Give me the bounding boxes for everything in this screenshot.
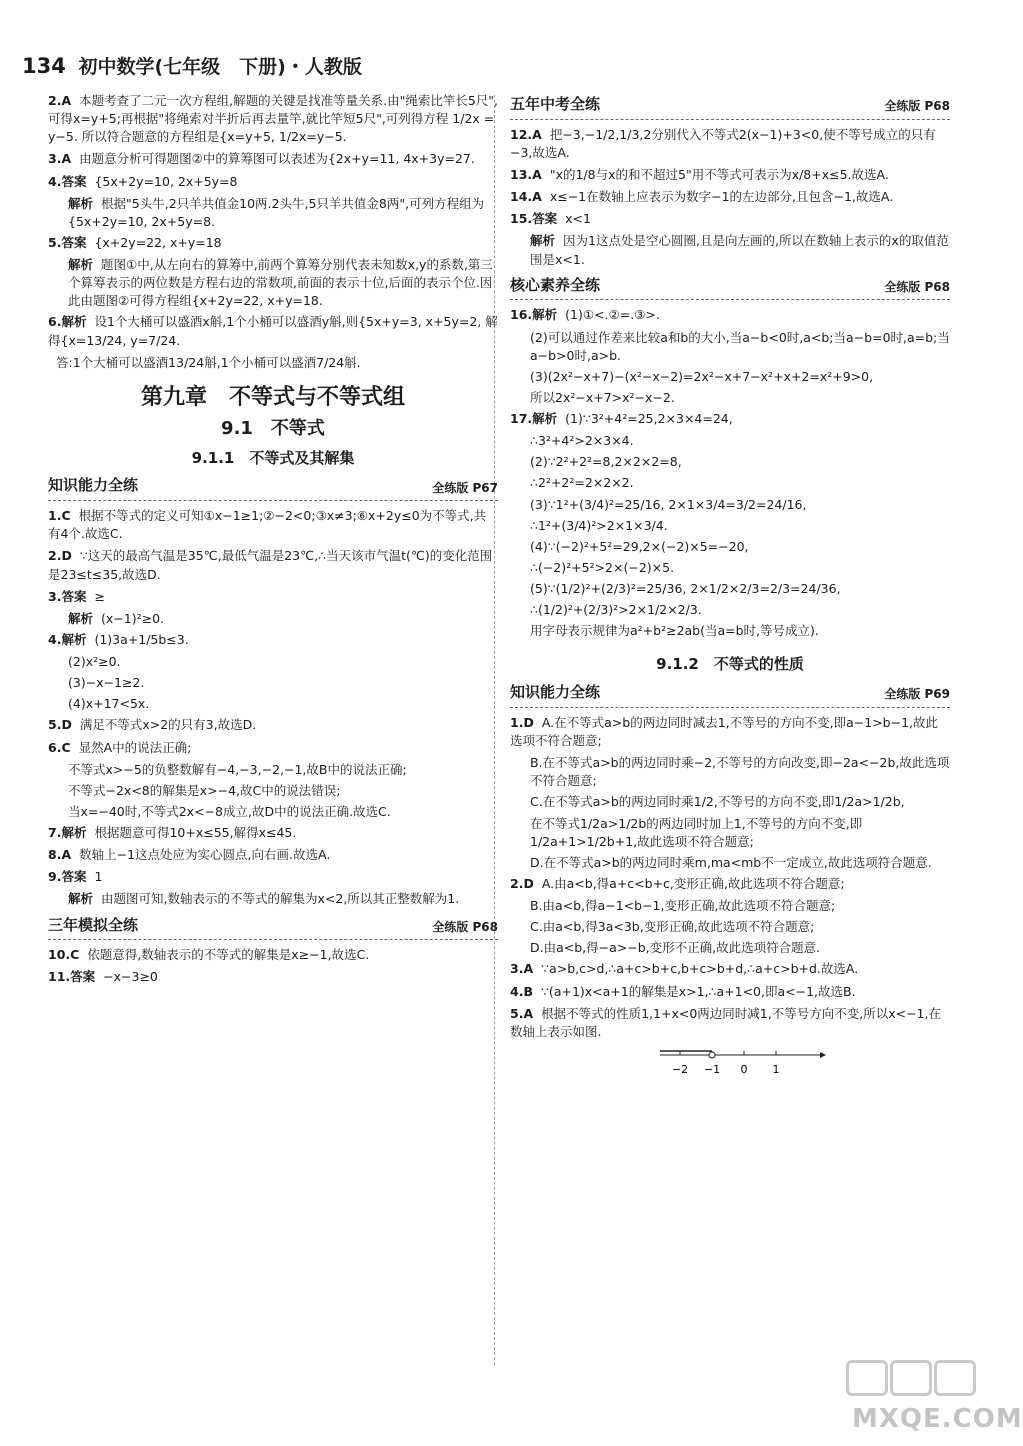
number-line (650, 1045, 830, 1079)
watermark-logo (934, 1360, 976, 1396)
answer-item: 16.解析 (1)①<.②=.③>. (510, 307, 660, 323)
answer-item: 5.A 根据不等式的性质1,1+x<0两边同时减1,不等号方向不变,所以x<−1,在数轴上表示如图. (510, 1005, 941, 1039)
answer-item: 4.解析 (1)3a+1/5b≤3. (48, 631, 189, 647)
open-point (709, 1052, 715, 1058)
answer-item: 10.C 依题意得,数轴表示的不等式的解集是x≥−1,故选C. (48, 947, 370, 963)
answer-item: 1.D A.在不等式a>b的两边同时减去1,不等号的方向不变,即a−1>b−1,故此选项不符合题意; (510, 714, 938, 748)
answer-item: ∴3²+4²>2×3×4. (530, 433, 634, 449)
section-header-title: 五年中考全练 (510, 95, 601, 113)
section-header (510, 275, 950, 301)
book-title: 初中数学(七年级 下册)・人教版 (78, 56, 362, 78)
section-header (48, 475, 498, 501)
answer-item: C.由a<b,得3a<3b,变形正确,故此选项不符合题意; (530, 919, 815, 935)
section-header-ref: 全练版 P68 (432, 919, 498, 934)
answer-item: (3)(2x²−x+7)−(x²−x−2)=2x²−x+7−x²+x+2=x²+9>0, (530, 368, 874, 384)
answer-item: 解析 由题图可知,数轴表示的不等式的解集为x<2,所以其正整数解为1. (68, 891, 460, 907)
answer-item: C.在不等式a>b的两边同时乘1/2,不等号的方向不变,即1/2a>1/2b, (530, 794, 905, 810)
section-header-title: 知识能力全练 (48, 476, 139, 495)
watermark-logo (890, 1360, 932, 1396)
answer-item: ∴(1/2)²+(2/3)²>2×1/2×2/3. (530, 602, 702, 618)
answer-item: 解析 根据"5头牛,2只羊共值金10两.2头牛,5只羊共值金8两",可列方程组为{5x+2y=10, 2x+5y=8. (68, 195, 485, 229)
answer-item: (3)∵1²+(3/4)²=25/16, 2×1×3/4=3/2=24/16, (530, 496, 807, 512)
answer-item: (2)x²≥0. (68, 654, 121, 670)
axis-arrow (820, 1052, 826, 1058)
answer-item: 2.D A.由a<b,得a+c<b+c,变形正确,故此选项不符合题意; (510, 875, 845, 891)
section-header (510, 94, 950, 120)
page-number: 134 (22, 54, 66, 78)
answer-item: 14.A x≤−1在数轴上应表示为数字−1的左边部分,且包含−1,故选A. (510, 189, 894, 205)
answer-item: 解析 题图①中,从左向右的算筹中,前两个算筹分别代表未知数x,y的系数,第三个算筹表示的两位数是方程右边的常数项,前面的表示十位,后面的表示个位.因此由题图②可得方程组{x+2y=22, x+y=18. (68, 257, 493, 309)
answer-item: 5.D 满足不等式x>2的只有3,故选D. (48, 717, 257, 733)
answer-item: ∴2²+2²=2×2×2. (530, 475, 634, 491)
answer-item: 12.A 把−3,−1/2,1/3,2分别代入不等式2(x−1)+3<0,使不等号成立的只有−3,故选A. (510, 126, 936, 160)
section-header-ref: 全练版 P68 (884, 279, 950, 294)
chapter-title: 第九章 不等式与不等式组 (140, 384, 405, 410)
answer-item: 11.答案 −x−3≥0 (48, 969, 158, 985)
answer-item: (3)−x−1≥2. (68, 675, 145, 691)
answer-item: 3.A ∵a>b,c>d,∴a+c>b+c,b+c>b+d,∴a+c>b+d.故选A. (510, 961, 859, 977)
section-header-ref: 全练版 P69 (884, 687, 950, 702)
answer-item: 15.答案 x<1 (510, 211, 591, 227)
answer-item: 当x=−40时,不等式2x<−8成立,故D中的说法正确.故选C. (68, 803, 391, 819)
answer-item: D.在不等式a>b的两边同时乘m,ma<mb不一定成立,故此选项符合题意. (530, 854, 932, 870)
tick-label: 0 (740, 1062, 748, 1076)
answer-item: 3.答案 ≥ (48, 588, 105, 604)
answer-item: D.由a<b,得−a>−b,变形不正确,故此选项符合题意. (530, 940, 821, 956)
answer-item: 8.A 数轴上−1这点处应为实心圆点,向右画.故选A. (48, 847, 331, 863)
section-header-title: 知识能力全练 (510, 683, 601, 702)
answer-item: 解析 (x−1)²≥0. (68, 610, 165, 626)
answer-item: 在不等式1/2a>1/2b的两边同时加上1,不等号的方向不变,即1/2a+1>1/2b+1,故此选项不符合题意; (530, 815, 863, 849)
watermark-text: MXQE.COM (852, 1404, 1023, 1434)
answer-item: 5.答案 {x+2y=22, x+y=18 (48, 234, 222, 250)
section-header-ref: 全练版 P67 (432, 480, 498, 495)
subsection-title: 9.1.1 不等式及其解集 (191, 448, 355, 467)
section-header-ref: 全练版 P68 (884, 99, 950, 114)
answer-item: 4.B ∵(a+1)x<a+1的解集是x>1,∴a+1<0,即a<−1,故选B. (510, 983, 856, 999)
answer-item: 不等式−2x<8的解集是x>−4,故C中的说法错误; (68, 782, 341, 798)
watermark-logo (846, 1360, 888, 1396)
answer-item: B.在不等式a>b的两边同时乘−2,不等号的方向改变,即−2a<−2b,故此选项不符合题意; (530, 755, 950, 789)
tick-label: 1 (772, 1062, 780, 1076)
page-header (22, 52, 362, 79)
answer-item: 17.解析 (1)∵3²+4²=25,2×3×4=24, (510, 411, 733, 426)
section-header-title: 三年模拟全练 (48, 915, 139, 934)
answer-item: 3.A 由题意分析可得题图②中的算筹图可以表述为{2x+y=11, 4x+3y=27. (48, 151, 475, 167)
section-header-title: 核心素养全练 (510, 275, 601, 294)
left-column (48, 92, 498, 991)
subsection-title: 9.1.2 不等式的性质 (656, 655, 804, 674)
answer-item: (4)∵(−2)²+5²=29,2×(−2)×5=−20, (530, 538, 749, 554)
answer-item: B.由a<b,得a−1<b−1,变形正确,故此选项不符合题意; (530, 898, 836, 913)
answer-item: 6.C 显然A中的说法正确; (48, 739, 192, 755)
answer-item: 所以2x²−x+7>x²−x−2. (530, 389, 675, 405)
answer-item: 9.答案 1 (48, 869, 103, 885)
tick-label: −2 (671, 1062, 689, 1076)
answer-item: 7.解析 根据题意可得10+x≤55,解得x≤45. (48, 825, 297, 841)
answer-item: 4.答案 {5x+2y=10, 2x+5y=8 (48, 173, 238, 189)
left-items (48, 92, 498, 372)
answer-item: 13.A "x的1/8与x的和不超过5"用不等式可表示为x/8+x≤5.故选A. (510, 167, 889, 182)
answer-item: 6.解析 设1个大桶可以盛酒x斛,1个小桶可以盛酒y斛,则{5x+y=3, x+5y=2, 解得{x=13/24, y=7/24. (48, 314, 498, 348)
section-header (510, 682, 950, 708)
answer-item: ∴1²+(3/4)²>2×1×3/4. (530, 517, 668, 533)
section-header (48, 915, 498, 941)
answer-item: 2.D ∵这天的最高气温是35℃,最低气温是23℃,∴当天该市气温t(℃)的变化范围是23≤t≤35,故选D. (48, 548, 493, 582)
section-title: 9.1 不等式 (221, 417, 325, 439)
answer-item: 1.C 根据不等式的定义可知①x−1≥1;②−2<0;③x≠3;⑥x+2y≤0为不等式,共有4个.故选C. (48, 508, 487, 542)
right-column (510, 92, 950, 1079)
answer-item: 用字母表示规律为a²+b²≥2ab(当a=b时,等号成立). (530, 623, 819, 639)
answer-item: (5)∵(1/2)²+(2/3)²=25/36, 2×1/2×2/3=2/3=24/36, (530, 581, 841, 596)
answer-item: 解析 因为1这点处是空心圆圈,且是向左画的,所以在数轴上表示的x的取值范围是x<1. (530, 233, 949, 267)
answer-item: ∴(−2)²+5²>2×(−2)×5. (530, 559, 675, 575)
answer-item: (2)可以通过作差来比较a和b的大小,当a−b<0时,a<b;当a−b=0时,a=b;当a−b>0时,a>b. (530, 329, 950, 363)
answer-item: (4)x+17<5x. (68, 696, 150, 712)
tick-label: −1 (703, 1062, 721, 1076)
answer-item: 2.A 本题考查了二元一次方程组,解题的关键是找准等量关系.由"绳索比竿长5尺",可得x=y+5;再根据"将绳索对半折后再去量竿,就比竿短5尺",可列得方程 1/2x = y−5. 所以符合题意的方程组是{x=y+5, 1/2x=y−5. (48, 93, 498, 145)
answer-item: (2)∵2²+2²=8,2×2×2=8, (530, 454, 682, 470)
answer-item: 不等式x>−5的负整数解有−4,−3,−2,−1,故B中的说法正确; (68, 761, 407, 777)
answer-item: 答:1个大桶可以盛酒13/24斛,1个小桶可以盛酒7/24斛. (56, 354, 361, 370)
